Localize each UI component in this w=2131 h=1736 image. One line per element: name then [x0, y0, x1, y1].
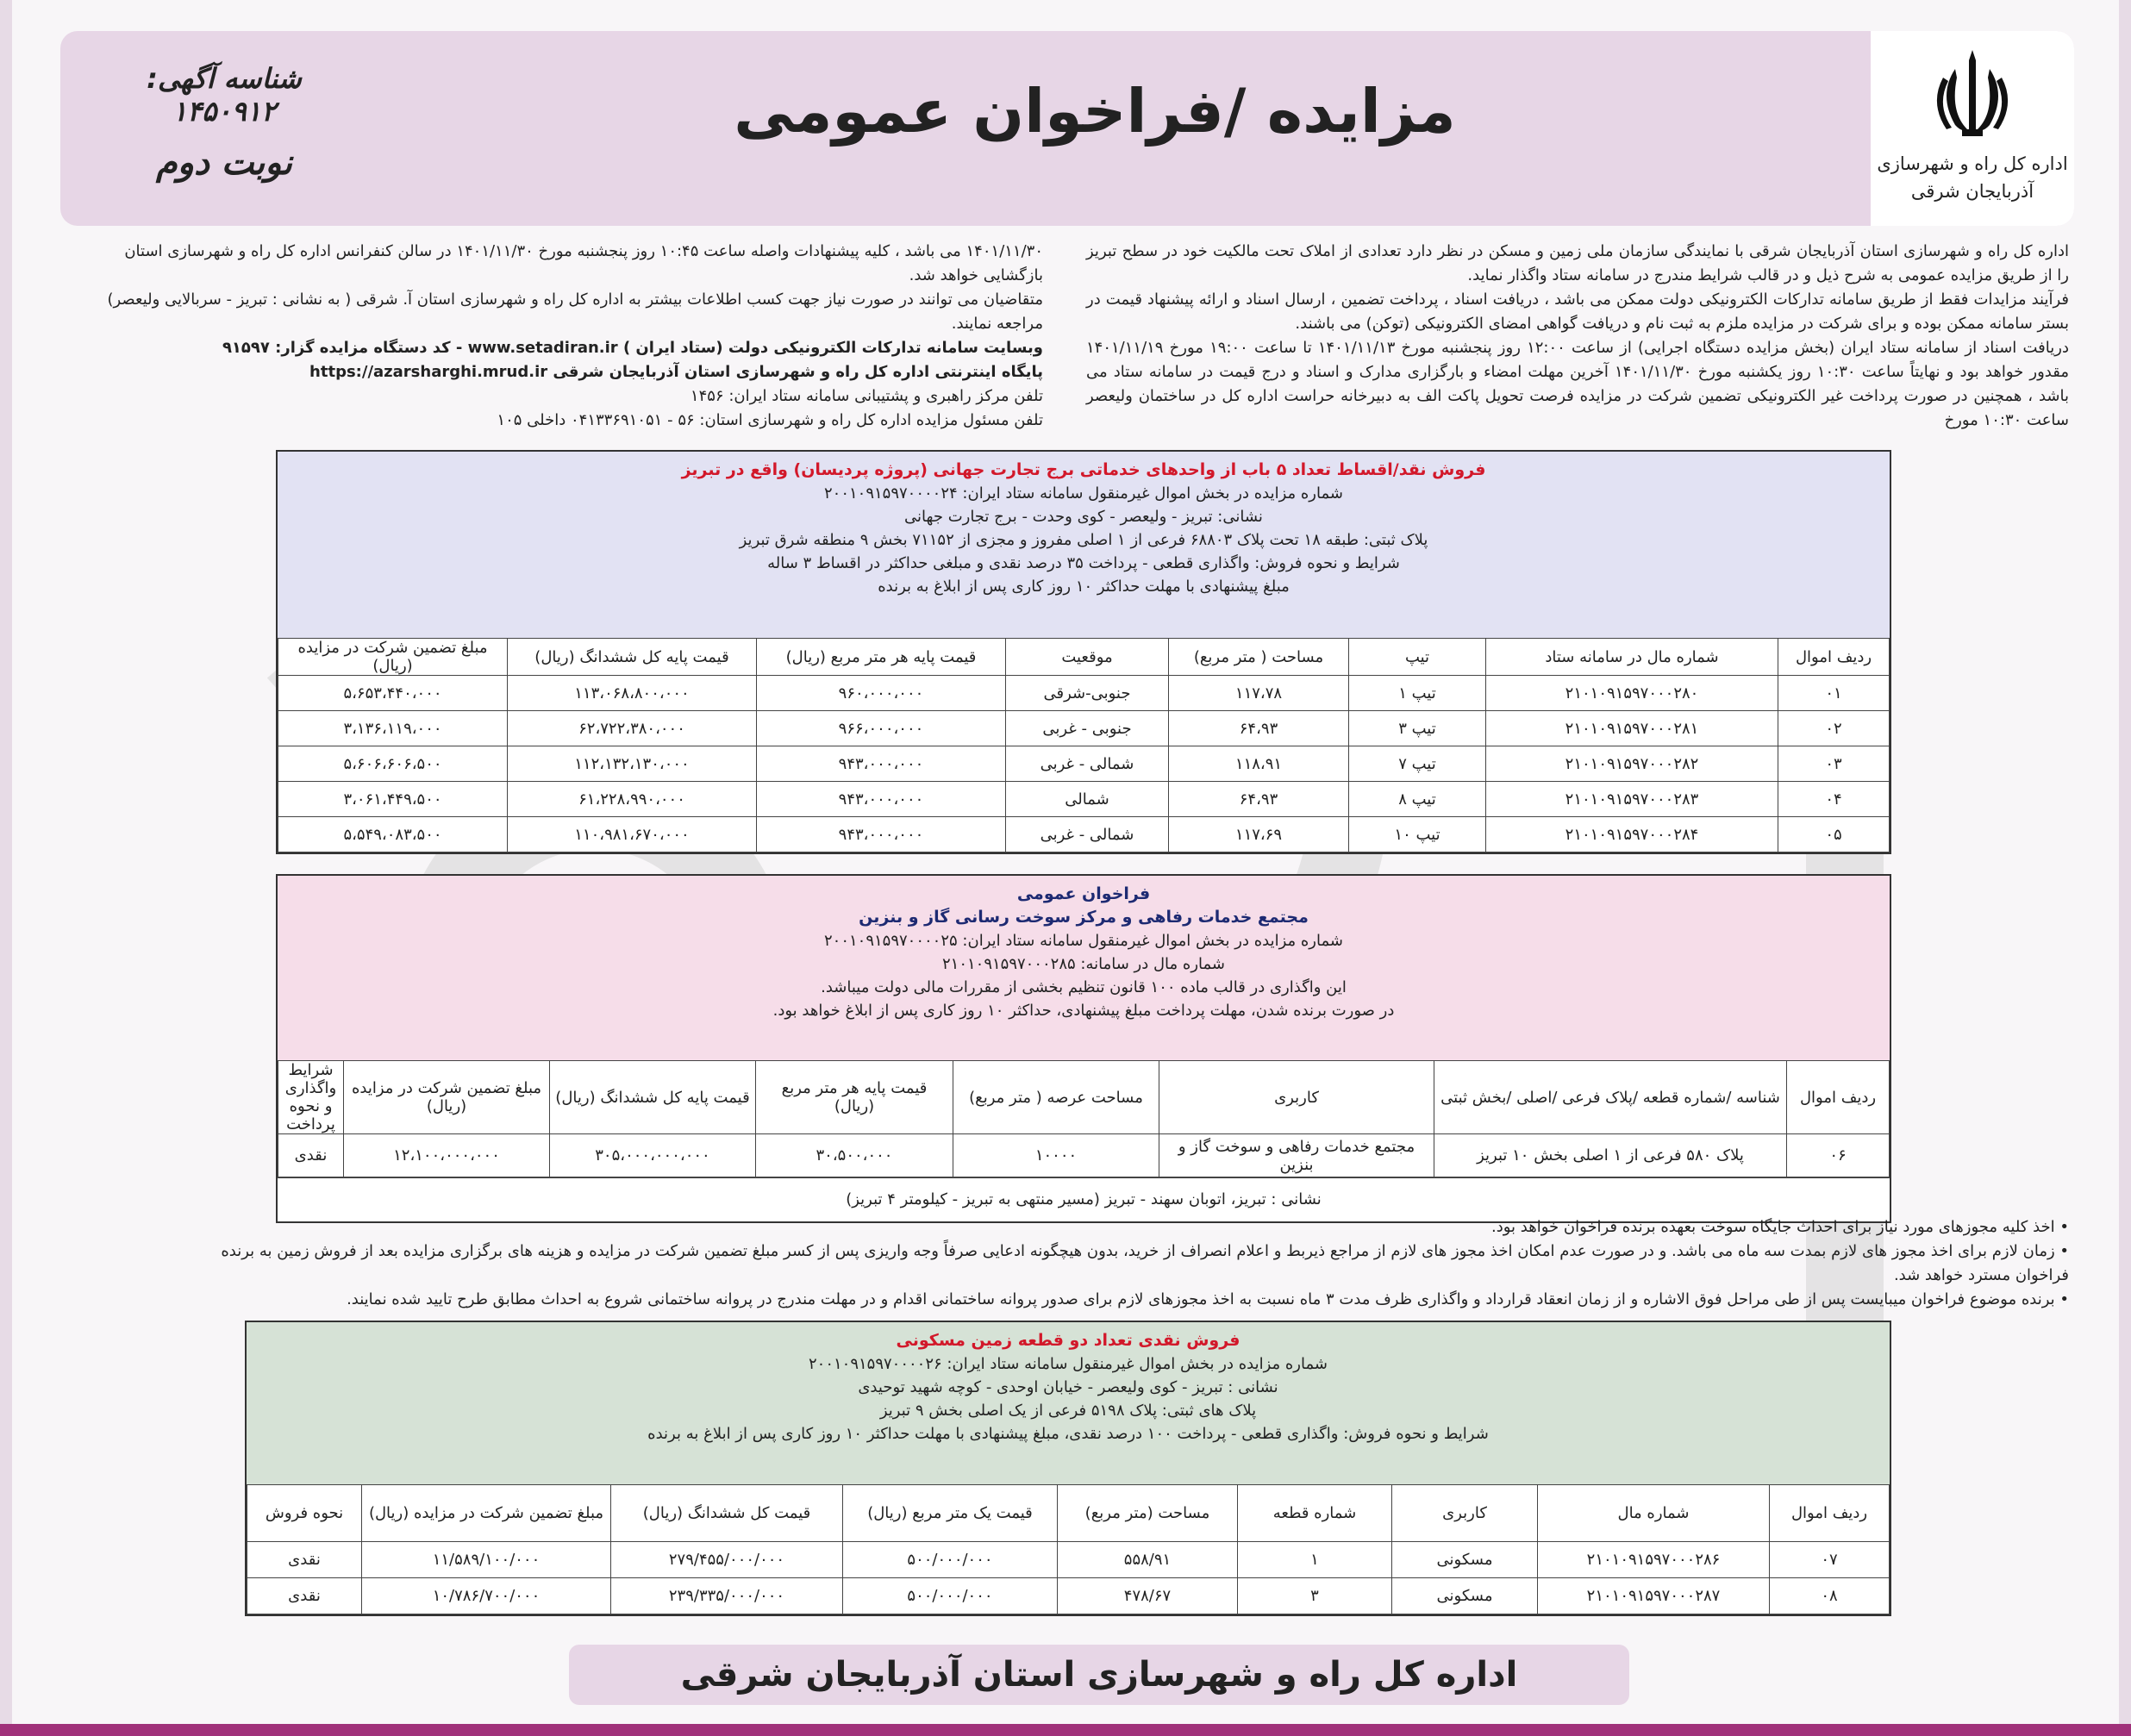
table-cell: ۶۴،۹۳: [1169, 782, 1349, 817]
service-complex-table: [278, 1060, 1890, 1177]
residential-land-table: [247, 1484, 1890, 1614]
iran-emblem-icon: [1921, 43, 2024, 147]
column-header: مساحت ( متر مربع): [1169, 639, 1349, 676]
table-cell: پلاک ۵۸۰ فرعی از ۱ اصلی بخش ۱۰ تبریز: [1434, 1134, 1787, 1177]
intro-right-column: [1086, 240, 2069, 433]
column-header: مبلغ تضمین شرکت در مزایده (ریال): [344, 1061, 550, 1134]
intro-paragraph: متقاضیان می توانند در صورت نیاز جهت کسب اطلاعات بیشتر به اداره کل راه و شهرسازی استان آ. شرقی ( به نشانی : تبریز - سربالایی ولیعصر) مراجعه نمایند.: [107, 290, 1043, 333]
table-row: [247, 1542, 1890, 1578]
section-line: پلاک های ثبتی: پلاک ۵۱۹۸ فرعی از یک اصلی بخش ۹ تبریز: [879, 1402, 1257, 1420]
column-header: شماره مال: [1538, 1485, 1770, 1542]
column-header: کاربری: [1392, 1485, 1538, 1542]
table-cell: ۳۰۵،۰۰۰،۰۰۰،۰۰۰: [550, 1134, 756, 1177]
table-cell: ۰۵: [1778, 817, 1890, 852]
column-header: قیمت پایه کل ششدانگ (ریال): [550, 1061, 756, 1134]
table-cell: تیپ ۷: [1349, 746, 1486, 782]
column-header: قیمت کل ششدانگ (ریال): [611, 1485, 843, 1542]
column-header: قیمت پایه کل ششدانگ (ریال): [508, 639, 757, 676]
table-cell: ۱۱۲،۱۳۲،۱۳۰،۰۰۰: [508, 746, 757, 782]
section-line: این واگذاری در قالب ماده ۱۰۰ قانون تنظیم بخشی از مقررات مالی دولت میباشد.: [821, 978, 1347, 996]
column-header: قیمت پایه هر متر مربع (ریال): [757, 639, 1006, 676]
column-header: ردیف اموال: [1770, 1485, 1890, 1542]
section-line: شرایط و نحوه فروش: واگذاری قطعی - پرداخت ۳۵ درصد نقدی و مبلغی حداکثر در اقساط ۳ ساله: [767, 554, 1400, 572]
column-header: مبلغ تضمین شرکت در مزایده (ریال): [278, 639, 508, 676]
table-cell: تیپ ۸: [1349, 782, 1486, 817]
column-header: شماره مال در سامانه ستاد: [1486, 639, 1778, 676]
section-title: فروش نقدی تعداد دو قطعه زمین مسکونی: [896, 1331, 1240, 1350]
section-commercial-units: [276, 450, 1891, 854]
table-cell: ۶۴،۹۳: [1169, 711, 1349, 746]
property-address: نشانی : تبریز، اتوبان سهند - تبریز (مسیر منتهی به تبریز - کیلومتر ۴ تبریز): [278, 1177, 1890, 1221]
section-header: [278, 876, 1890, 1060]
table-cell: ۲۱۰۱۰۹۱۵۹۷۰۰۰۲۸۰: [1486, 676, 1778, 711]
table-cell: تیپ ۱: [1349, 676, 1486, 711]
table-row: [278, 782, 1890, 817]
section-service-complex: [276, 874, 1891, 1223]
table-row: [278, 817, 1890, 852]
column-header: قیمت پایه هر متر مربع (ریال): [756, 1061, 953, 1134]
table-cell: ۴۷۸/۶۷: [1058, 1578, 1238, 1614]
auction-officer-phone: تلفن مسئول مزایده اداره کل راه و شهرسازی استان: ۵۶ - ۰۴۱۳۳۶۹۱۰۵۱ داخلی ۱۰۵: [497, 411, 1043, 429]
table-cell: نقدی: [247, 1542, 362, 1578]
intro-paragraph: دریافت اسناد از سامانه ستاد ایران (بخش مزایده دستگاه اجرایی) از ساعت ۱۲:۰۰ روز پنجشنبه مورخ ۱۴۰۱/۱۱/۱۳ تا ساعت ۱۹:۰۰ مورخ ۱۴۰۱/۱۱/۱۹ مقدور خواهد بود و نهایتاً ساعت ۱۰:۳۰ روز یکشنبه مورخ ۱۴۰۱/۱۱/۳۰ آخرین مهلت امضاء و بارگزاری مدارک و اسناد و درج قیمت در سامانه ستاد می باشد ، همچنین در صورت پرداخت غیر الکترونیکی تضمین شرکت در مزایده فرصت تحویل پاکت الف به دبیرخانه حراست اداره کل در ساختمان ولیعصر ساعت ۱۰:۳۰ مورخ: [1086, 339, 2069, 429]
notes-list: [172, 1215, 2069, 1312]
table-cell: ۶۲،۷۲۲،۳۸۰،۰۰۰: [508, 711, 757, 746]
table-cell: ۵،۵۴۹،۰۸۳،۵۰۰: [278, 817, 508, 852]
column-header: شناسه /شماره قطعه /پلاک فرعی /اصلی /بخش ثبتی: [1434, 1061, 1787, 1134]
table-cell: ۲۱۰۱۰۹۱۵۹۷۰۰۰۲۸۲: [1486, 746, 1778, 782]
table-cell: ۵،۶۰۶،۶۰۶،۵۰۰: [278, 746, 508, 782]
table-row: [247, 1578, 1890, 1614]
support-phone: تلفن مرکز راهبری و پشتیبانی سامانه ستاد ایران: ۱۴۵۶: [690, 387, 1043, 405]
organization-name: [1871, 150, 2074, 205]
table-cell: شمالی: [1006, 782, 1169, 817]
table-cell: ۲۳۹/۳۳۵/۰۰۰/۰۰۰: [611, 1578, 843, 1614]
table-cell: ۰۷: [1770, 1542, 1890, 1578]
column-header: تیپ: [1349, 639, 1486, 676]
page-title: مزایده /فراخوان عمومی: [734, 76, 1456, 147]
section-title: فروش نقد/اقساط تعداد ۵ باب از واحدهای خدماتی برج تجارت جهانی (پروژه پردیسان) واقع در تبریز: [681, 460, 1486, 479]
column-header: ردیف اموال: [1778, 639, 1890, 676]
column-header: ردیف اموال: [1787, 1061, 1890, 1134]
table-cell: ۱۱۷،۶۹: [1169, 817, 1349, 852]
table-header-row: [278, 639, 1890, 676]
column-header: نحوه فروش: [247, 1485, 362, 1542]
right-border: [2119, 0, 2131, 1736]
table-cell: شمالی - غربی: [1006, 817, 1169, 852]
note-item: • برنده موضوع فراخوان میبایست پس از طی مراحل فوق الاشاره و از زمان انعقاد قرارداد و واگذاری ظرف مدت ۳ ماه نسبت به اخذ مجوزهای لازم برای صدور پروانه ساختمانی اقدام و در مهلت مندرج در پروانه ساختمانی شروع به احداث مطابق طرح تایید شده نمایند.: [347, 1290, 2069, 1308]
section-subtitle: مجتمع خدمات رفاهی و مرکز سوخت رسانی گاز و بنزین: [859, 908, 1309, 927]
table-cell: ۲۱۰۱۰۹۱۵۹۷۰۰۰۲۸۶: [1538, 1542, 1770, 1578]
column-header: شماره قطعه: [1238, 1485, 1392, 1542]
table-cell: ۰۸: [1770, 1578, 1890, 1614]
column-header: کاربری: [1159, 1061, 1434, 1134]
section-header: [278, 452, 1890, 638]
table-cell: ۹۶۰،۰۰۰،۰۰۰: [757, 676, 1006, 711]
section-line: مبلغ پیشنهادی با مهلت حداکثر ۱۰ روز کاری پس از ابلاغ به برنده: [878, 578, 1290, 596]
footer-banner: اداره کل راه و شهرسازی استان آذربایجان شرقی: [569, 1645, 1629, 1705]
bottom-border: [0, 1724, 2131, 1736]
table-cell: مسکونی: [1392, 1542, 1538, 1578]
section-line: شرایط و نحوه فروش: واگذاری قطعی - پرداخت ۱۰۰ درصد نقدی، مبلغ پیشنهادی با مهلت حداکثر ۱۰ روز کاری پس از ابلاغ به برنده: [647, 1425, 1489, 1443]
section-line: نشانی: تبریز - ولیعصر - کوی وحدت - برج تجارت جهانی: [904, 508, 1263, 526]
table-cell: ۲۷۹/۴۵۵/۰۰۰/۰۰۰: [611, 1542, 843, 1578]
section-title: فراخوان عمومی: [1016, 884, 1151, 903]
table-row: [278, 676, 1890, 711]
table-cell: ۵۵۸/۹۱: [1058, 1542, 1238, 1578]
org-name-line1: اداره کل راه و شهرسازی: [1877, 153, 2068, 174]
column-header: موقعیت: [1006, 639, 1169, 676]
header-banner: [60, 31, 2074, 226]
table-cell: ۹۴۳،۰۰۰،۰۰۰: [757, 817, 1006, 852]
section-line: نشانی : تبریز - کوی ولیعصر - خیابان اوحدی - کوچه شهید توحیدی: [858, 1378, 1278, 1396]
table-cell: ۰۶: [1787, 1134, 1890, 1177]
section-line: شماره مزایده در بخش اموال غیرمنقول سامانه ستاد ایران: ۲۰۰۱۰۹۱۵۹۷۰۰۰۰۲۵: [824, 932, 1343, 950]
table-cell: ۲۱۰۱۰۹۱۵۹۷۰۰۰۲۸۷: [1538, 1578, 1770, 1614]
section-line: شماره مزایده در بخش اموال غیرمنقول سامانه ستاد ایران: ۲۰۰۱۰۹۱۵۹۷۰۰۰۰۲۴: [824, 484, 1343, 503]
table-cell: مجتمع خدمات رفاهی و سوخت گاز و بنزین: [1159, 1134, 1434, 1177]
column-header: مساحت عرصه ( متر مربع): [953, 1061, 1159, 1134]
table-cell: ۰۴: [1778, 782, 1890, 817]
table-cell: ۱۰۰۰۰: [953, 1134, 1159, 1177]
table-row: [278, 1134, 1890, 1177]
table-cell: ۱۱۸،۹۱: [1169, 746, 1349, 782]
table-cell: ۹۴۳،۰۰۰،۰۰۰: [757, 746, 1006, 782]
commercial-units-table: [278, 638, 1890, 852]
table-cell: ۱: [1238, 1542, 1392, 1578]
table-cell: ۰۳: [1778, 746, 1890, 782]
table-header-row: [278, 1061, 1890, 1134]
table-cell: جنوبی - غربی: [1006, 711, 1169, 746]
table-cell: ۵،۶۵۳،۴۴۰،۰۰۰: [278, 676, 508, 711]
publication-round: نوبت دوم: [155, 143, 293, 183]
emblem-box: [1871, 31, 2074, 226]
column-header: مساحت (متر مربع): [1058, 1485, 1238, 1542]
table-cell: تیپ ۱۰: [1349, 817, 1486, 852]
table-cell: ۹۴۳،۰۰۰،۰۰۰: [757, 782, 1006, 817]
table-cell: ۳۰،۵۰۰،۰۰۰: [756, 1134, 953, 1177]
ad-identifier: شناسه آگهی: ۱۴۵۰۹۱۲: [147, 62, 302, 128]
intro-paragraph: ۱۴۰۱/۱۱/۳۰ می باشد ، کلیه پیشنهادات واصله ساعت ۱۰:۴۵ روز پنجشنبه مورخ ۱۴۰۱/۱۱/۳۰ در سالن کنفرانس اداره کل راه و شهرسازی استان بازگشایی خواهد شد.: [124, 242, 1043, 284]
table-header-row: [247, 1485, 1890, 1542]
table-cell: ۱۱۳،۰۶۸،۸۰۰،۰۰۰: [508, 676, 757, 711]
section-line: در صورت برنده شدن، مهلت پرداخت مبلغ پیشنهادی، حداکثر ۱۰ روز کاری پس از ابلاغ خواهد بود.: [772, 1002, 1395, 1020]
table-cell: تیپ ۳: [1349, 711, 1486, 746]
section-line: شماره مال در سامانه: ۲۱۰۱۰۹۱۵۹۷۰۰۰۲۸۵: [942, 955, 1225, 973]
table-cell: ۳،۰۶۱،۴۴۹،۵۰۰: [278, 782, 508, 817]
table-cell: نقدی: [278, 1134, 344, 1177]
table-cell: ۱۲،۱۰۰،۰۰۰،۰۰۰: [344, 1134, 550, 1177]
table-cell: ۱۰/۷۸۶/۷۰۰/۰۰۰: [362, 1578, 611, 1614]
table-cell: ۱۱۰،۹۸۱،۶۷۰،۰۰۰: [508, 817, 757, 852]
setadiran-website-link[interactable]: وبسایت سامانه تدارکات الکترونیکی دولت (ستاد ایران ) www.setadiran.ir - کد دستگاه مزایده گزار: ۹۱۵۹۷: [222, 339, 1043, 357]
table-cell: مسکونی: [1392, 1578, 1538, 1614]
table-cell: شمالی - غربی: [1006, 746, 1169, 782]
table-cell: ۵۰۰/۰۰۰/۰۰۰: [843, 1542, 1058, 1578]
intro-paragraph: فرآیند مزایدات فقط از طریق سامانه تدارکات الکترونیکی دولت ممکن می باشد ، دریافت اسناد ، پرداخت تضمین ، ارسال اسناد و ارائه پیشنهاد قیمت در بستر سامانه ممکن بوده و برای شرکت در مزایده ملزم به ثبت نام و دریافت گواهی امضای الکترونیکی (توکن) می باشند.: [1086, 290, 2069, 333]
org-name-line2: آذربایجان شرقی: [1910, 181, 2034, 202]
intro-left-column: [69, 240, 1043, 433]
organization-website-link[interactable]: پایگاه اینترنتی اداره کل راه و شهرسازی استان آذربایجان شرقی https://azarsharghi.mrud.ir: [309, 363, 1043, 381]
section-line: شماره مزایده در بخش اموال غیرمنقول سامانه ستاد ایران: ۲۰۰۱۰۹۱۵۹۷۰۰۰۰۲۶: [809, 1355, 1328, 1373]
note-item: • زمان لازم برای اخذ مجوز های لازم بمدت سه ماه می باشد. و در صورت عدم امکان اخذ مجوز های لازم از مراجع ذیربط و اعلام انصراف از خرید، بدون هیچگونه ادعایی صرفاً وجه واریزی پس از کسر مبلغ تضمین شرکت در مزایده و هزینه های برگزاری مزایده بعد از فروش زمین به برنده فراخوان مسترد خواهد شد.: [221, 1242, 2069, 1284]
table-cell: ۲۱۰۱۰۹۱۵۹۷۰۰۰۲۸۴: [1486, 817, 1778, 852]
table-cell: ۱۱/۵۸۹/۱۰۰/۰۰۰: [362, 1542, 611, 1578]
table-row: [278, 746, 1890, 782]
section-line: پلاک ثبتی: طبقه ۱۸ تحت پلاک ۶۸۸۰۳ فرعی از ۱ اصلی مفروز و مجزی از ۷۱۱۵۲ بخش ۹ منطقه شرق تبریز: [739, 531, 1428, 549]
table-row: [278, 711, 1890, 746]
table-cell: جنوبی-شرقی: [1006, 676, 1169, 711]
table-cell: ۳،۱۳۶،۱۱۹،۰۰۰: [278, 711, 508, 746]
intro-paragraph: اداره کل راه و شهرسازی استان آذربایجان شرقی با نمایندگی سازمان ملی زمین و مسکن در نظر دارد تعدادی از املاک تحت مالکیت خود در سطح تبریز را از طریق مزایده عمومی به شرح ذیل و در قالب شرایط مندرج در سامانه ستاد واگذار نماید.: [1086, 242, 2069, 284]
table-cell: ۱۱۷،۷۸: [1169, 676, 1349, 711]
table-cell: ۲۱۰۱۰۹۱۵۹۷۰۰۰۲۸۳: [1486, 782, 1778, 817]
table-cell: ۰۲: [1778, 711, 1890, 746]
section-header: [247, 1322, 1890, 1484]
table-cell: نقدی: [247, 1578, 362, 1614]
left-border: [0, 0, 12, 1736]
section-residential-land: [245, 1321, 1891, 1616]
table-cell: ۵۰۰/۰۰۰/۰۰۰: [843, 1578, 1058, 1614]
table-cell: ۶۱،۲۲۸،۹۹۰،۰۰۰: [508, 782, 757, 817]
table-cell: ۲۱۰۱۰۹۱۵۹۷۰۰۰۲۸۱: [1486, 711, 1778, 746]
table-cell: ۰۱: [1778, 676, 1890, 711]
column-header: مبلغ تضمین شرکت در مزایده (ریال): [362, 1485, 611, 1542]
table-cell: ۳: [1238, 1578, 1392, 1614]
note-item: • اخذ کلیه مجوزهای مورد نیاز برای احداث جایگاه سوخت بعهده برنده فراخوان خواهد بود.: [1491, 1218, 2069, 1236]
column-header: قیمت یک متر مربع (ریال): [843, 1485, 1058, 1542]
column-header: شرایط واگذاری و نحوه پرداخت: [278, 1061, 344, 1134]
table-cell: ۹۶۶،۰۰۰،۰۰۰: [757, 711, 1006, 746]
